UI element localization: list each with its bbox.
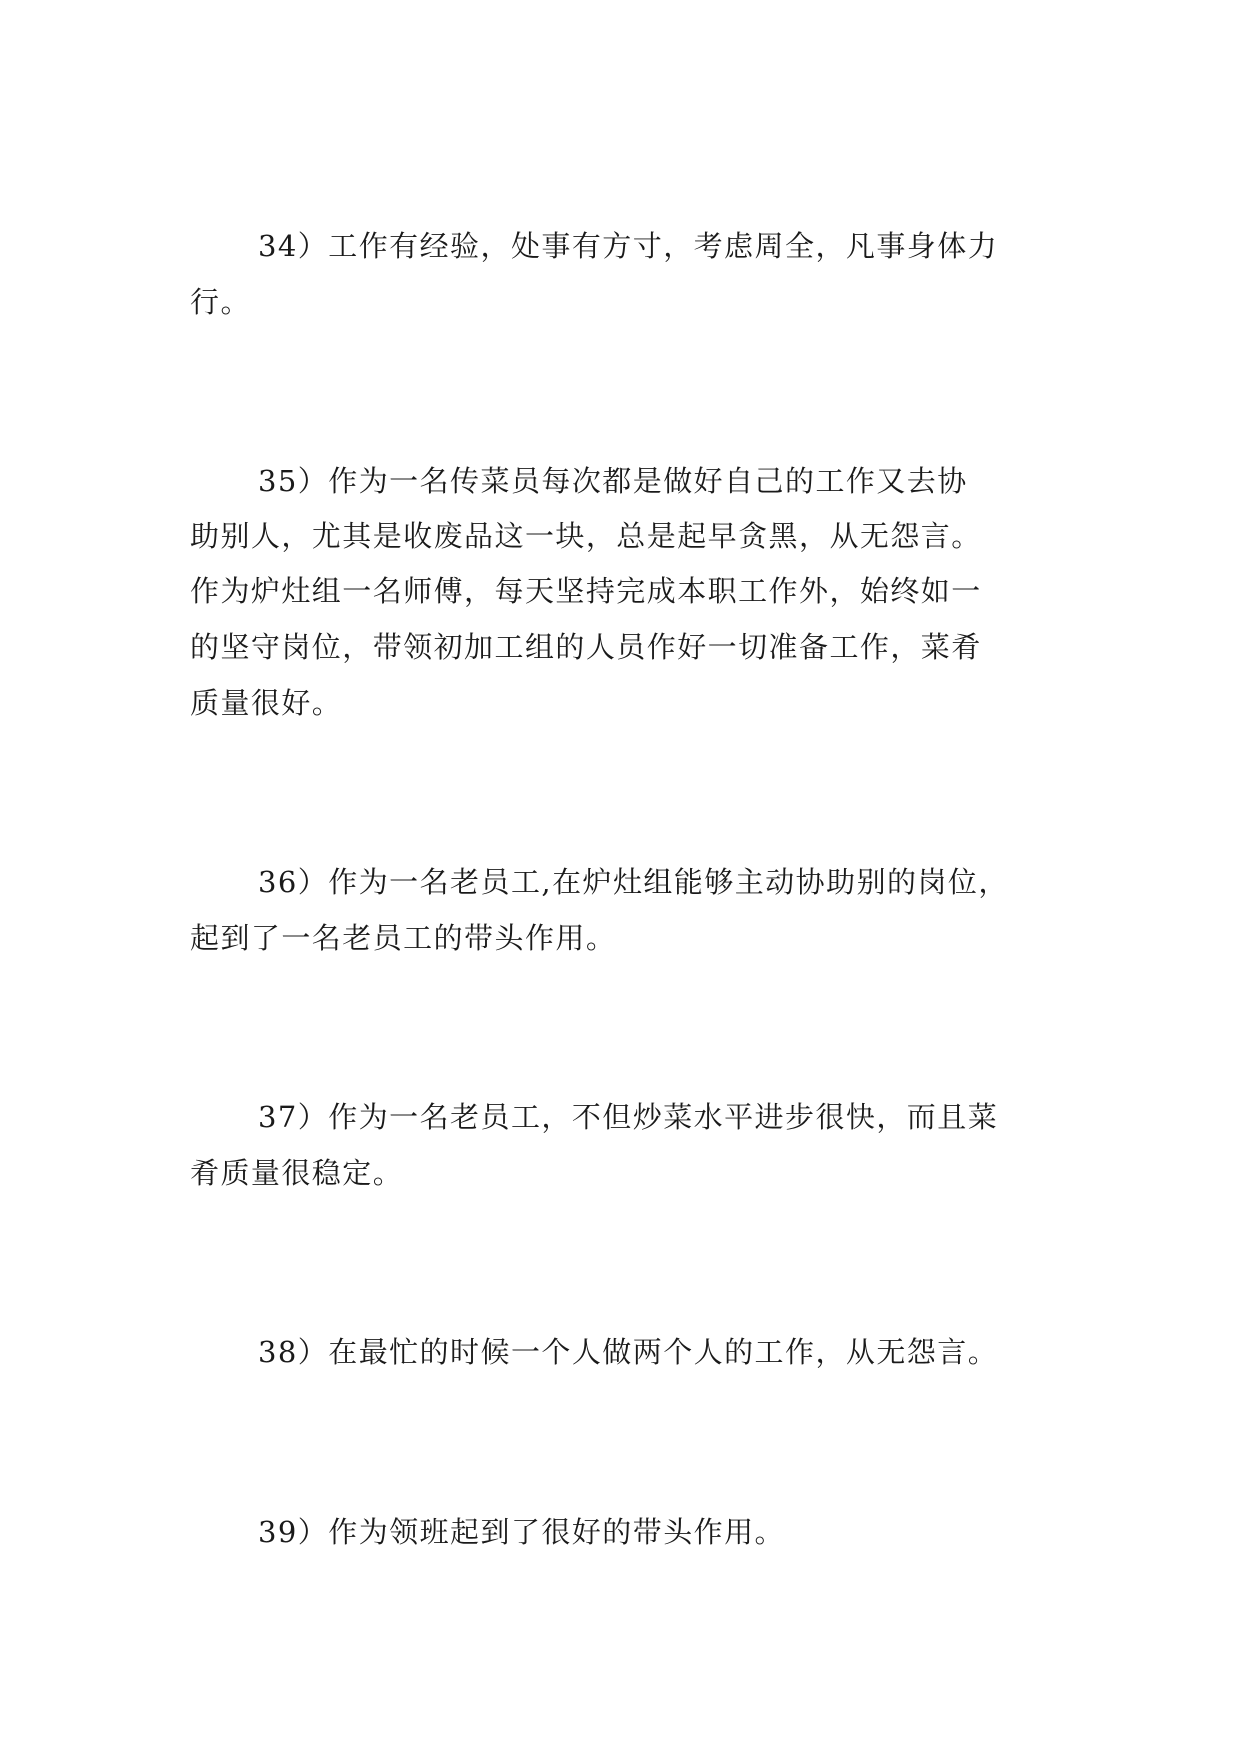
- paragraph-line: 36）作为一名老员工,在炉灶组能够主动协助别的岗位，: [258, 865, 1009, 899]
- paragraph-line: 37）作为一名老员工，不但炒菜水平进步很快，而且菜: [258, 1100, 999, 1134]
- paragraph-line: 起到了一名老员工的带头作用。: [190, 921, 617, 955]
- paragraph-line: 34）工作有经验，处事有方寸，考虑周全，凡事身体力: [258, 229, 999, 263]
- paragraph-line: 质量很好。: [190, 686, 343, 720]
- paragraph-line: 38）在最忙的时候一个人做两个人的工作，从无怨言。: [258, 1335, 999, 1369]
- paragraph-line: 39）作为领班起到了很好的带头作用。: [258, 1515, 786, 1549]
- paragraph-line: 肴质量很稳定。: [190, 1156, 404, 1190]
- paragraph-line: 的坚守岗位，带领初加工组的人员作好一切准备工作，菜肴: [190, 630, 982, 664]
- paragraph-line: 作为炉灶组一名师傅，每天坚持完成本职工作外，始终如一: [190, 574, 982, 608]
- paragraph-line: 行。: [190, 285, 251, 319]
- paragraph-line: 助别人，尤其是收废品这一块，总是起早贪黑，从无怨言。: [190, 519, 982, 553]
- paragraph-line: 35）作为一名传菜员每次都是做好自己的工作又去协: [258, 464, 968, 498]
